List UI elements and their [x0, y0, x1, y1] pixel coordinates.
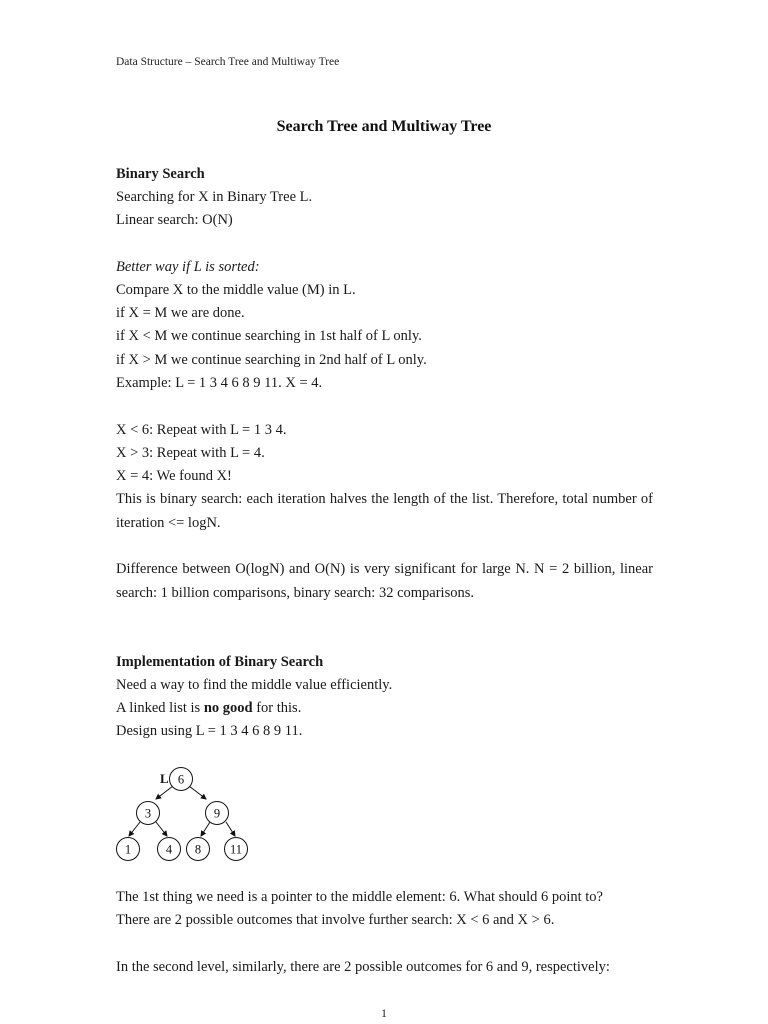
text-line: if X < M we continue searching in 1st half of L only.	[116, 328, 422, 344]
tree-node-value: 9	[213, 806, 221, 821]
tree-label-L: L	[160, 771, 169, 786]
text-line: Searching for X in Binary Tree L.	[116, 189, 313, 205]
text-line: X > 3: Repeat with L = 4.	[116, 445, 265, 461]
text-line: In the second level, similarly, there are 2 possible outcomes for 6 and 9, respectively:	[116, 959, 610, 975]
text-line: Linear search: O(N)	[116, 212, 233, 228]
tree-node-root-value: 6	[177, 772, 185, 787]
tree-edge	[201, 822, 210, 836]
tree-edge	[156, 786, 173, 799]
tree-edge	[156, 822, 167, 836]
text-line: X < 6: Repeat with L = 1 3 4.	[116, 422, 287, 438]
text-line: There are 2 possible outcomes that involve further search: X < 6 and X > 6.	[116, 912, 555, 928]
tree-node-value: 1	[124, 842, 132, 857]
better-way-label: Better way if L is sorted:	[116, 259, 260, 275]
emphasis-no-good: no good	[203, 700, 253, 716]
text-line: The 1st thing we need is a pointer to the middle element: 6. What should 6 point to?	[116, 889, 603, 905]
text-line: Need a way to find the middle value efficiently.	[116, 677, 393, 693]
text-line: Compare X to the middle value (M) in L.	[116, 282, 356, 298]
tree-node-value: 3	[144, 806, 152, 821]
paragraph-iteration: This is binary search: each iteration halves the length of the list. Therefore, total number of iteration <= logN.	[116, 491, 653, 531]
section-heading-binary-search: Binary Search	[116, 166, 205, 182]
paragraph-difference: Difference between O(logN) and O(N) is very significant for large N. N = 2 billion, linear search: 1 billion comparisons, binary search: 32 comparisons.	[116, 561, 653, 601]
text-span: A linked list is	[116, 700, 204, 716]
tree-node-value: 4	[165, 842, 173, 857]
text-line: Design using L = 1 3 4 6 8 9 11.	[116, 723, 303, 739]
section-heading-implementation: Implementation of Binary Search	[116, 654, 324, 670]
binary-tree-diagram	[100, 760, 270, 870]
tree-edge	[226, 822, 235, 836]
tree-edge	[189, 786, 206, 799]
text-line: if X = M we are done.	[116, 305, 245, 321]
tree-node-value: 11	[229, 842, 243, 857]
text-span: for this.	[252, 700, 302, 716]
running-header: Data Structure – Search Tree and Multiway Tree	[116, 56, 340, 68]
text-line	[116, 700, 301, 717]
tree-edge	[129, 822, 140, 836]
tree-node-value: 8	[194, 842, 202, 857]
text-line: Example: L = 1 3 4 6 8 9 11. X = 4.	[116, 375, 323, 391]
text-line: if X > M we continue searching in 2nd half of L only.	[116, 352, 427, 368]
page-number: 1	[381, 1006, 387, 1020]
text-line: X = 4: We found X!	[116, 468, 232, 484]
page-title: Search Tree and Multiway Tree	[276, 118, 492, 135]
